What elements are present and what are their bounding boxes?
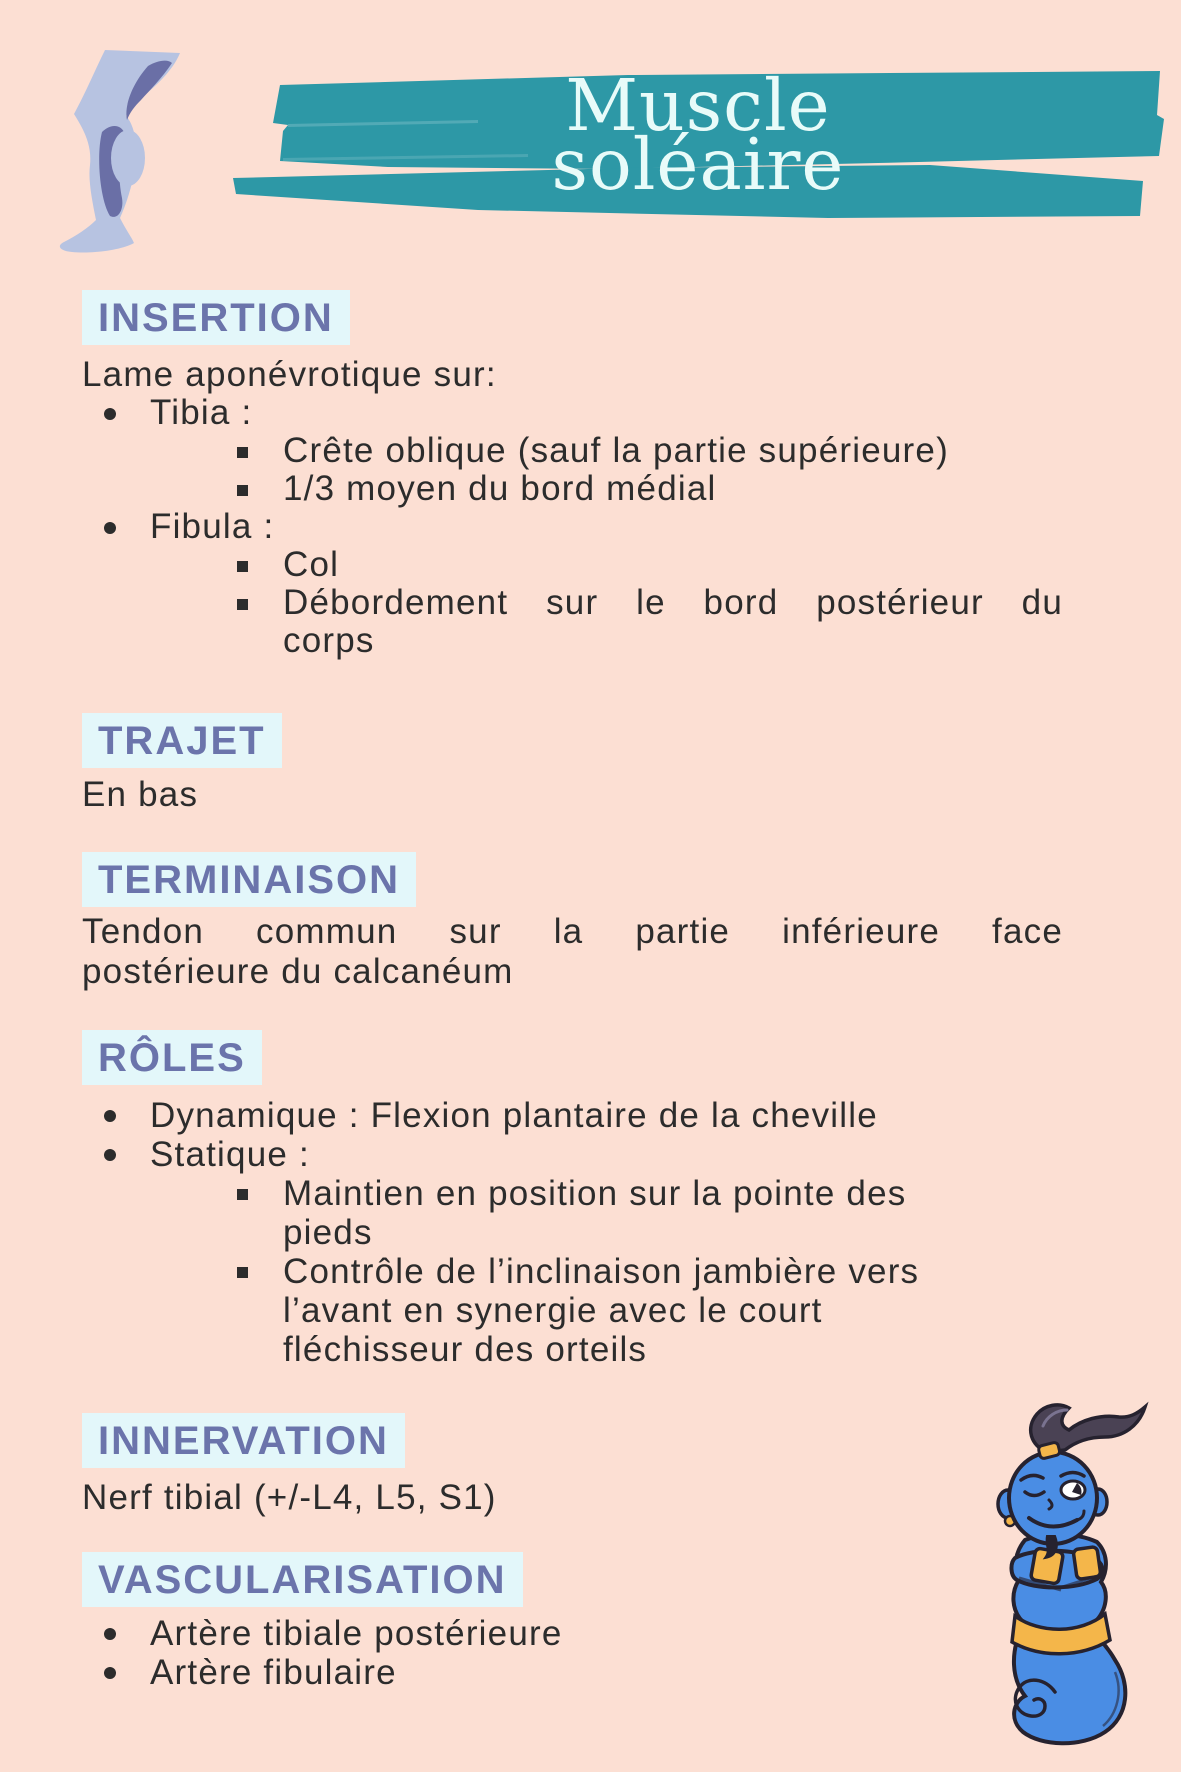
page-title-line1: Muscle	[565, 64, 831, 147]
bullet-square-icon	[237, 447, 248, 458]
insertion-intro: Lame aponévrotique sur:	[82, 355, 497, 394]
bullet-dot-icon	[104, 1149, 116, 1161]
page-title	[228, 64, 1168, 206]
trajet-body: En bas	[82, 775, 199, 814]
list-item	[82, 1653, 1063, 1692]
section-header-trajet: TRAJET	[82, 713, 282, 768]
section-header-roles: RÔLES	[82, 1030, 262, 1085]
bullet-dot-icon	[104, 1110, 116, 1122]
list-item	[82, 1096, 1063, 1135]
bullet-square-icon	[237, 1189, 248, 1200]
bullet-dot-icon	[104, 408, 116, 420]
list-item-label: Col	[283, 545, 340, 584]
section-vascularisation-content	[82, 1614, 1063, 1692]
list-item	[82, 470, 1063, 508]
bullet-dot-icon	[104, 1628, 116, 1640]
list-item	[82, 1135, 1063, 1174]
list-item-continuation: pieds	[283, 1213, 373, 1252]
list-item-label: Dynamique : Flexion plantaire de la cheville	[150, 1096, 878, 1135]
bullet-dot-icon	[104, 1667, 116, 1679]
list-item-continuation: fléchisseur des orteils	[283, 1330, 648, 1369]
terminaison-line2: postérieure du calcanéum	[82, 952, 514, 991]
terminaison-line1: Tendon commun sur la partie inférieure face	[82, 912, 1063, 951]
section-insertion-content	[82, 356, 1063, 660]
list-item	[82, 1614, 1063, 1653]
section-header-insertion: INSERTION	[82, 290, 350, 345]
list-item-label: Artère tibiale postérieure	[150, 1614, 563, 1653]
list-item-label: Maintien en position sur la pointe des	[283, 1174, 907, 1213]
list-item-label: Crête oblique (sauf la partie supérieure)	[283, 431, 949, 470]
list-item-label: Contrôle de l’inclinaison jambière vers	[283, 1252, 920, 1291]
list-item	[82, 584, 1063, 622]
bullet-square-icon	[237, 599, 248, 610]
bullet-dot-icon	[104, 522, 116, 534]
list-item-continuation: corps	[283, 621, 375, 660]
list-item	[82, 1252, 1063, 1291]
section-header-vascularisation: VASCULARISATION	[82, 1552, 523, 1607]
leg-muscle-illustration	[52, 40, 217, 266]
innervation-body: Nerf tibial (+/-L4, L5, S1)	[82, 1478, 497, 1517]
list-item	[82, 394, 1063, 432]
list-item	[82, 432, 1063, 470]
section-header-innervation: INNERVATION	[82, 1413, 405, 1468]
bullet-square-icon	[237, 485, 248, 496]
list-item-label: Débordement sur le bord postérieur du	[283, 583, 1063, 622]
list-item	[82, 508, 1063, 546]
bullet-square-icon	[237, 1267, 248, 1278]
list-item-label: Fibula :	[150, 507, 275, 546]
list-item-label: Tibia :	[150, 393, 253, 432]
list-item-continuation: l’avant en synergie avec le court	[283, 1291, 823, 1330]
bullet-square-icon	[237, 561, 248, 572]
list-item-label: 1/3 moyen du bord médial	[283, 469, 717, 508]
genie-illustration	[985, 1392, 1155, 1757]
list-item-label: Artère fibulaire	[150, 1653, 397, 1692]
terminaison-body	[82, 912, 1063, 992]
list-item	[82, 546, 1063, 584]
list-item	[82, 1174, 1063, 1213]
page-title-line2: soléaire	[551, 123, 845, 206]
section-header-terminaison: TERMINAISON	[82, 852, 416, 907]
list-item-label: Statique :	[150, 1135, 310, 1174]
section-roles-content	[82, 1096, 1063, 1369]
